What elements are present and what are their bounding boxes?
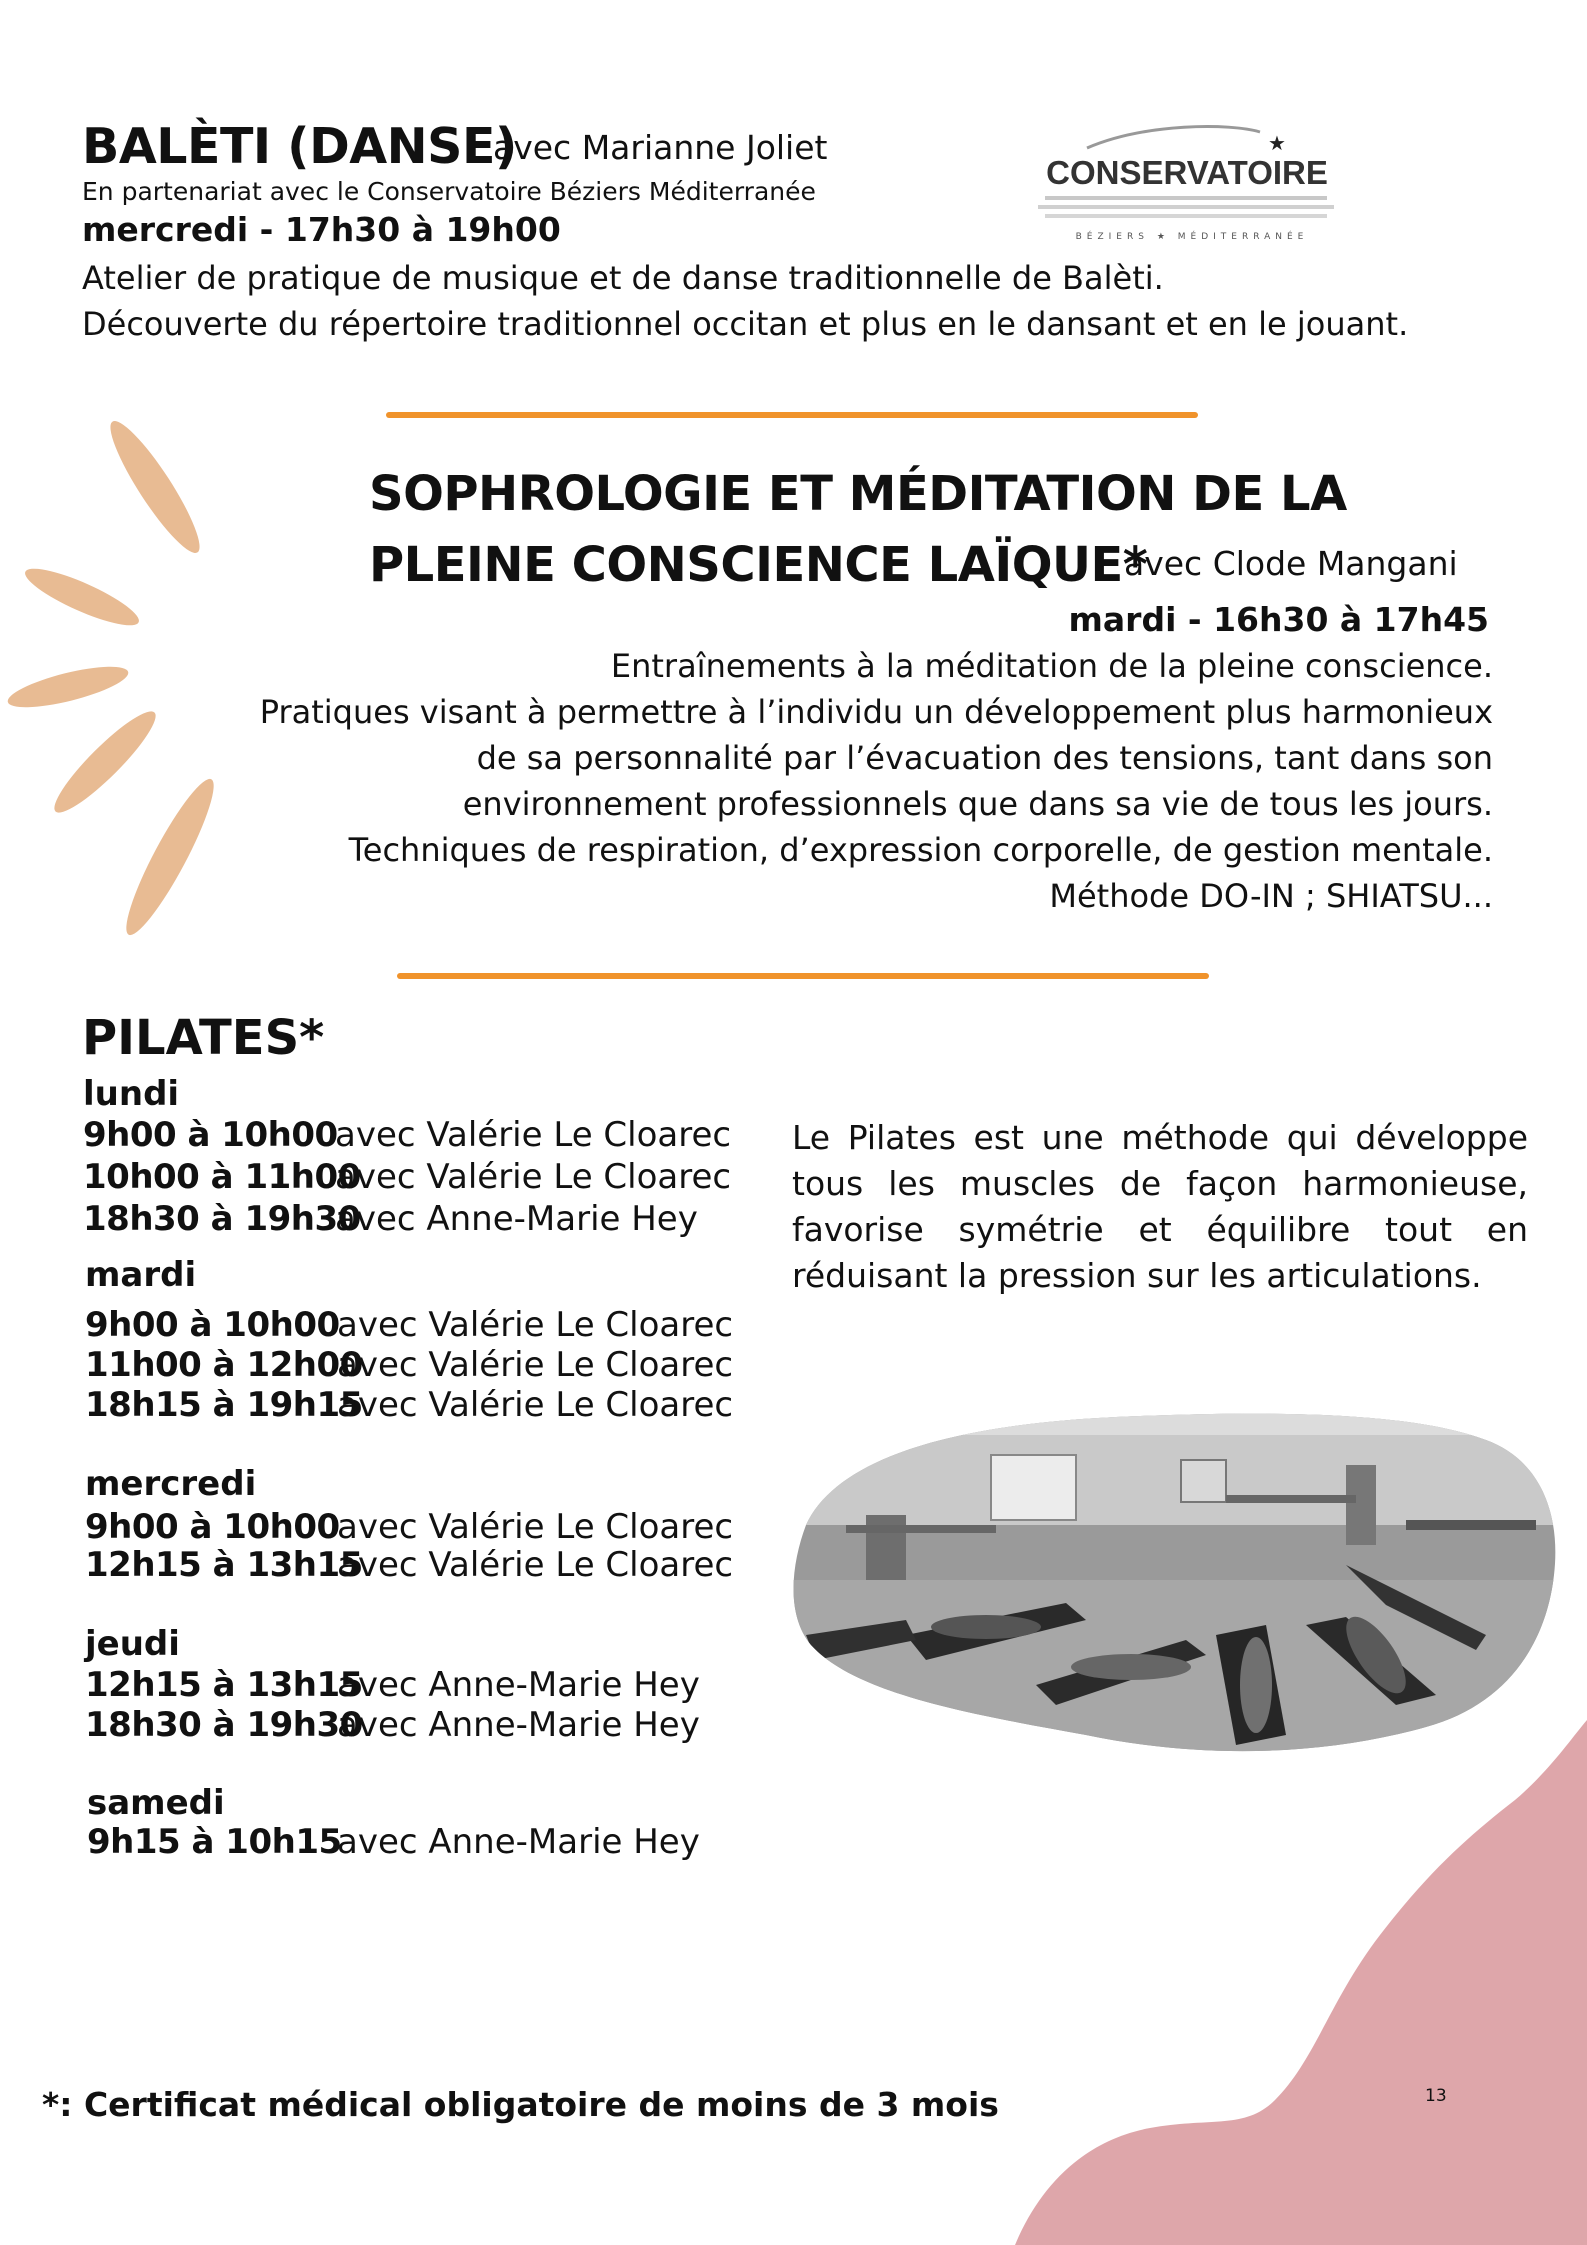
pilates-title: PILATES*	[82, 1010, 325, 1066]
pilates-day-lundi: lundi	[83, 1074, 180, 1114]
sophrologie-description-line: Pratiques visant à permettre à l’individu un développement plus harmonieux	[259, 693, 1493, 731]
footnote: *: Certificat médical obligatoire de moins de 3 mois	[42, 2085, 999, 2124]
logo-subtitle: BÉZIERS ★ MÉDITERRANÉE	[1075, 232, 1309, 242]
svg-text:★: ★	[1268, 131, 1286, 155]
pilates-slot-time: 18h30 à 19h30	[85, 1705, 363, 1745]
pilates-slot-teacher: avec Anne-Marie Hey	[337, 1705, 700, 1745]
sophrologie-description-line: de sa personnalité par l’évacuation des tensions, tant dans son	[476, 739, 1493, 777]
pilates-slot-time: 10h00 à 11h00	[83, 1157, 361, 1197]
orange-divider	[397, 973, 1209, 979]
pilates-slot-teacher: avec Anne-Marie Hey	[337, 1822, 700, 1862]
pilates-slot-time: 9h00 à 10h00	[85, 1507, 340, 1547]
pilates-slot-time: 11h00 à 12h00	[85, 1345, 363, 1385]
pilates-slot-time: 9h00 à 10h00	[83, 1115, 338, 1155]
sophrologie-description-line: Entraînements à la méditation de la pleine conscience.	[610, 647, 1493, 685]
pilates-day-mercredi: mercredi	[85, 1464, 257, 1504]
pilates-day-jeudi: jeudi	[85, 1624, 180, 1664]
baleti-description-line: Atelier de pratique de musique et de danse traditionnelle de Balèti.	[82, 259, 1164, 297]
sophrologie-schedule: mardi - 16h30 à 17h45	[1068, 600, 1489, 639]
pilates-slot-teacher: avec Valérie Le Cloarec	[337, 1385, 734, 1425]
pilates-slot-time: 18h15 à 19h15	[85, 1385, 363, 1425]
conservatoire-logo	[1035, 118, 1340, 248]
orange-divider	[386, 412, 1198, 418]
baleti-partner: En partenariat avec le Conservatoire Béziers Méditerranée	[82, 177, 816, 206]
pilates-day-samedi: samedi	[87, 1783, 225, 1823]
pilates-slot-teacher: avec Anne-Marie Hey	[337, 1665, 700, 1705]
pilates-slot-teacher: avec Anne-Marie Hey	[335, 1199, 698, 1239]
pilates-slot-time: 12h15 à 13h15	[85, 1665, 363, 1705]
pilates-slot-time: 9h15 à 10h15	[87, 1822, 342, 1862]
sophrologie-title-line1: SOPHROLOGIE ET MÉDITATION DE LA	[369, 466, 1347, 522]
pilates-day-mardi: mardi	[85, 1255, 197, 1295]
baleti-teacher: avec Marianne Joliet	[493, 128, 828, 167]
pilates-slot-time: 12h15 à 13h15	[85, 1545, 363, 1585]
pilates-slot-teacher: avec Valérie Le Cloarec	[337, 1305, 734, 1345]
sophrologie-description-line: environnement professionnels que dans sa vie de tous les jours.	[462, 785, 1493, 823]
pilates-class-photo	[786, 1405, 1558, 1771]
pilates-slot-teacher: avec Valérie Le Cloarec	[337, 1507, 734, 1547]
pilates-slot-time: 9h00 à 10h00	[85, 1305, 340, 1345]
page-number: 13	[1425, 2086, 1447, 2106]
sophrologie-description-line: Méthode DO-IN ; SHIATSU...	[1049, 877, 1493, 915]
sophrologie-description-line: Techniques de respiration, d’expression corporelle, de gestion mentale.	[348, 831, 1493, 869]
sophrologie-description	[193, 643, 1493, 919]
sophrologie-teacher: avec Clode Mangani	[1124, 544, 1458, 583]
sophrologie-title-line2: PLEINE CONSCIENCE LAÏQUE*	[369, 537, 1148, 593]
pilates-slot-teacher: avec Valérie Le Cloarec	[337, 1545, 734, 1585]
pilates-slot-time: 18h30 à 19h30	[83, 1199, 361, 1239]
baleti-schedule: mercredi - 17h30 à 19h00	[82, 210, 561, 249]
pilates-slot-teacher: avec Valérie Le Cloarec	[335, 1157, 732, 1197]
baleti-description	[82, 255, 1408, 347]
logo-name: CONSERVATOIRE	[1046, 154, 1328, 191]
pilates-slot-teacher: avec Valérie Le Cloarec	[337, 1345, 734, 1385]
pilates-description: Le Pilates est une méthode qui développe tous les muscles de façon harmonieuse, favorise symétrie et équilibre tout en réduisant la pression sur les articulations.	[792, 1118, 1528, 1295]
pilates-slot-teacher: avec Valérie Le Cloarec	[335, 1115, 732, 1155]
baleti-title: BALÈTI (DANSE)	[82, 118, 517, 175]
baleti-description-line: Découverte du répertoire traditionnel occitan et plus en le dansant et en le jouant.	[82, 305, 1409, 343]
